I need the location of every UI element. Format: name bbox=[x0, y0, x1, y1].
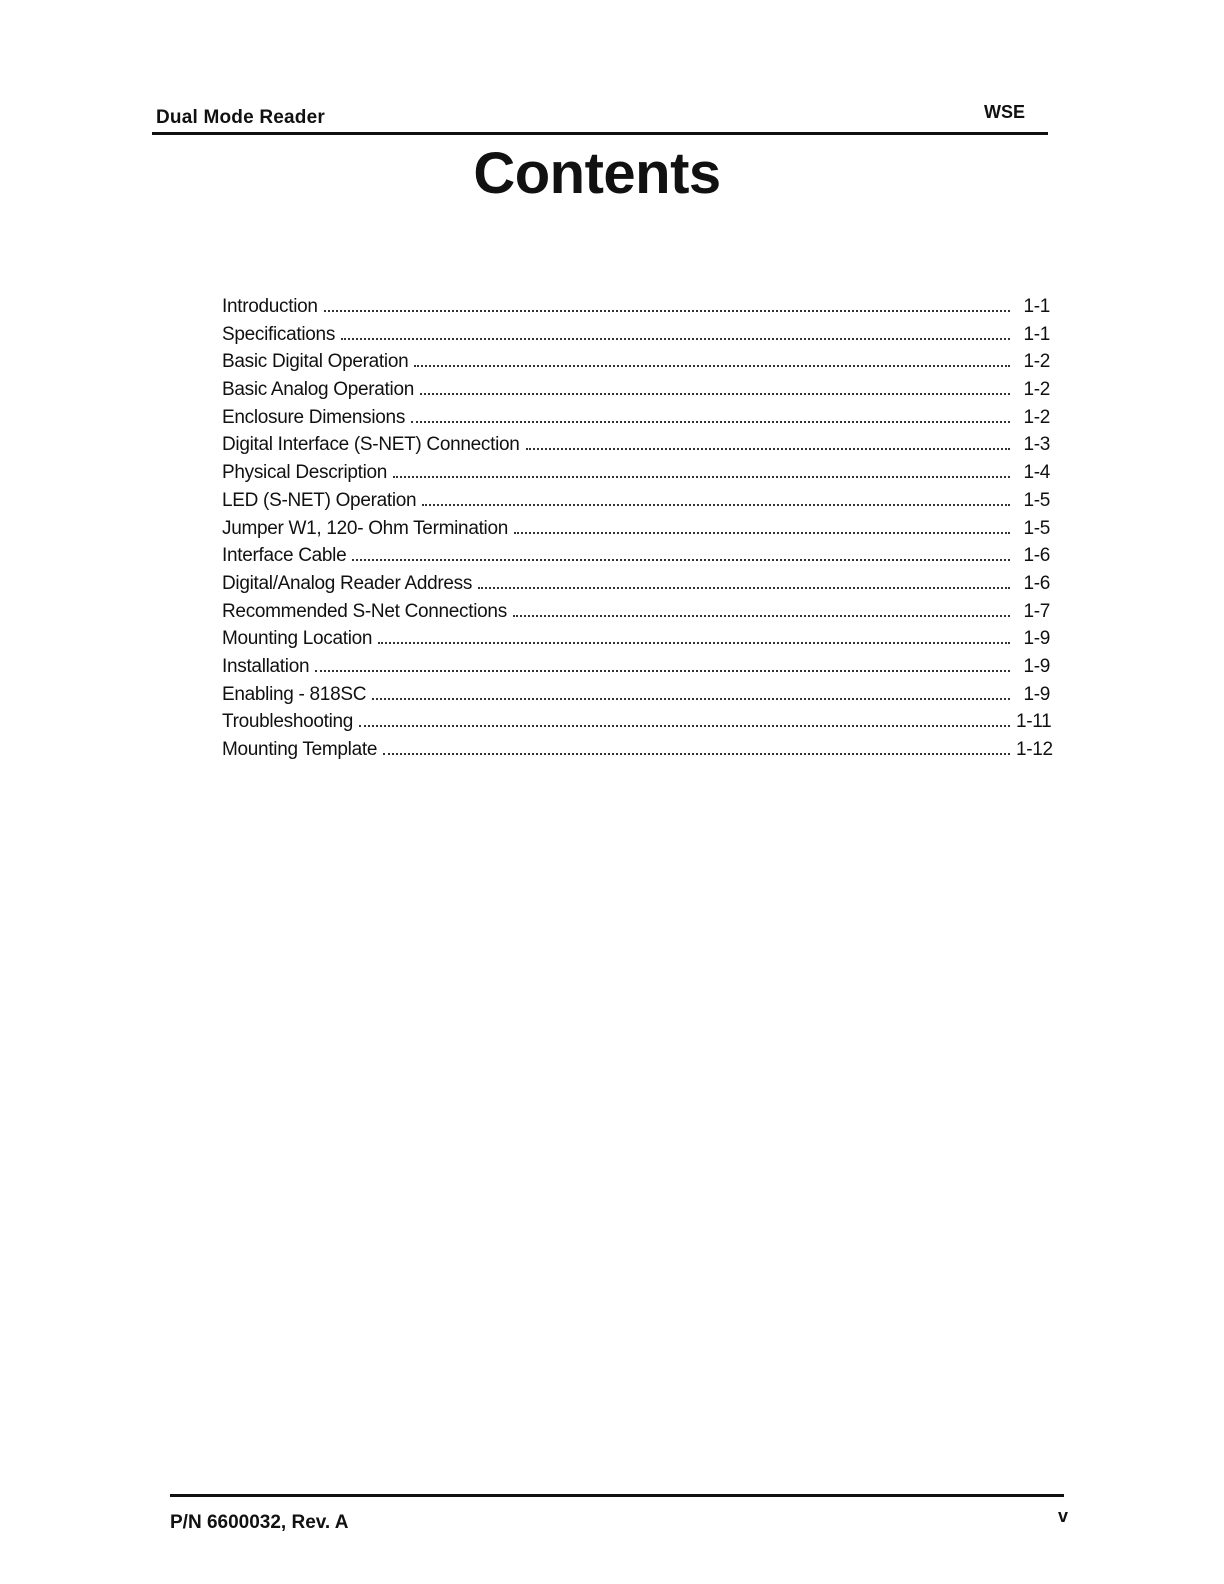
toc-entry-page: 1-2 bbox=[1023, 406, 1050, 428]
running-header-brand: WSE bbox=[984, 102, 1026, 122]
toc-entry[interactable] bbox=[222, 379, 1050, 407]
toc-entry-page: 1-2 bbox=[1023, 351, 1050, 373]
dot-leader bbox=[514, 532, 1010, 534]
toc-entry[interactable] bbox=[222, 573, 1050, 601]
toc-entry[interactable] bbox=[222, 462, 1050, 490]
toc-entry-page: 1-5 bbox=[1023, 517, 1050, 539]
toc-entry[interactable] bbox=[222, 407, 1050, 435]
toc-entry-page: 1-12 bbox=[1016, 739, 1053, 760]
toc-entry-title: Enclosure Dimensions bbox=[222, 406, 406, 428]
toc-entry[interactable] bbox=[222, 711, 1050, 739]
page-title: Contents bbox=[473, 141, 721, 206]
toc-entry-title: Introduction bbox=[222, 296, 318, 317]
toc-entry-title: Recommended S-Net Connections bbox=[222, 600, 507, 622]
toc-entry-page: 1-6 bbox=[1023, 572, 1050, 594]
toc-entry-page: 1-1 bbox=[1023, 323, 1050, 345]
toc-entry[interactable] bbox=[222, 296, 1050, 324]
table-of-contents bbox=[222, 296, 1053, 767]
toc-entry-title: Physical Description bbox=[222, 462, 388, 484]
toc-entry-page: 1-1 bbox=[1023, 296, 1050, 317]
toc-entry-page: 1-9 bbox=[1023, 683, 1050, 705]
toc-entry[interactable] bbox=[222, 518, 1050, 546]
toc-entry-page: 1-5 bbox=[1023, 489, 1050, 511]
dot-leader bbox=[393, 476, 1010, 478]
toc-entry[interactable] bbox=[222, 434, 1050, 462]
toc-entry-page: 1-9 bbox=[1023, 628, 1050, 650]
dot-leader bbox=[422, 504, 1010, 506]
toc-entry[interactable] bbox=[222, 684, 1050, 712]
dot-leader bbox=[372, 698, 1010, 700]
toc-entry[interactable] bbox=[222, 324, 1050, 352]
dot-leader bbox=[411, 421, 1010, 423]
toc-entry-title: Jumper W1, 120- Ohm Termination bbox=[222, 517, 509, 539]
toc-entry[interactable] bbox=[222, 490, 1050, 518]
toc-entry-title: Basic Digital Operation bbox=[222, 351, 409, 373]
dot-leader bbox=[478, 587, 1010, 589]
toc-entry-page: 1-7 bbox=[1023, 600, 1050, 622]
toc-entry-title: Specifications bbox=[222, 323, 336, 345]
toc-entry[interactable] bbox=[222, 628, 1050, 656]
toc-entry-title: Basic Analog Operation bbox=[222, 379, 414, 401]
dot-leader bbox=[513, 615, 1010, 617]
toc-entry-title: Interface Cable bbox=[222, 545, 347, 567]
toc-entry[interactable] bbox=[222, 601, 1050, 629]
page-number: v bbox=[1058, 1506, 1069, 1526]
toc-entry-title: Enabling - 818SC bbox=[222, 683, 367, 705]
toc-entry-page: 1-11 bbox=[1016, 711, 1052, 733]
toc-entry-title: LED (S-NET) Operation bbox=[222, 489, 417, 511]
dot-leader bbox=[383, 753, 1010, 755]
dot-leader bbox=[324, 310, 1010, 312]
footer-rule bbox=[170, 1494, 1064, 1497]
header-rule bbox=[152, 132, 1048, 135]
toc-entry-page: 1-4 bbox=[1023, 462, 1050, 484]
toc-entry-page: 1-3 bbox=[1023, 434, 1050, 456]
dot-leader bbox=[420, 393, 1010, 395]
toc-entry-page: 1-2 bbox=[1023, 379, 1050, 401]
dot-leader bbox=[414, 365, 1010, 367]
toc-entry[interactable] bbox=[222, 545, 1050, 573]
dot-leader bbox=[315, 670, 1010, 672]
running-header-title: Dual Mode Reader bbox=[156, 107, 325, 128]
toc-entry[interactable] bbox=[222, 656, 1050, 684]
toc-entry[interactable] bbox=[222, 739, 1053, 767]
toc-entry-title: Installation bbox=[222, 655, 310, 677]
dot-leader bbox=[352, 559, 1010, 561]
part-number: P/N 6600032, Rev. A bbox=[170, 1512, 349, 1533]
toc-entry[interactable] bbox=[222, 351, 1050, 379]
toc-entry-title: Digital Interface (S-NET) Connection bbox=[222, 434, 520, 456]
dot-leader bbox=[341, 338, 1010, 340]
toc-entry-title: Mounting Template bbox=[222, 739, 378, 760]
toc-entry-title: Mounting Location bbox=[222, 628, 373, 650]
dot-leader bbox=[359, 725, 1010, 727]
toc-entry-title: Digital/Analog Reader Address bbox=[222, 572, 473, 594]
toc-entry-page: 1-6 bbox=[1023, 545, 1050, 567]
dot-leader bbox=[378, 642, 1010, 644]
dot-leader bbox=[526, 448, 1010, 450]
toc-entry-page: 1-9 bbox=[1023, 655, 1050, 677]
toc-entry-title: Troubleshooting bbox=[222, 711, 354, 733]
